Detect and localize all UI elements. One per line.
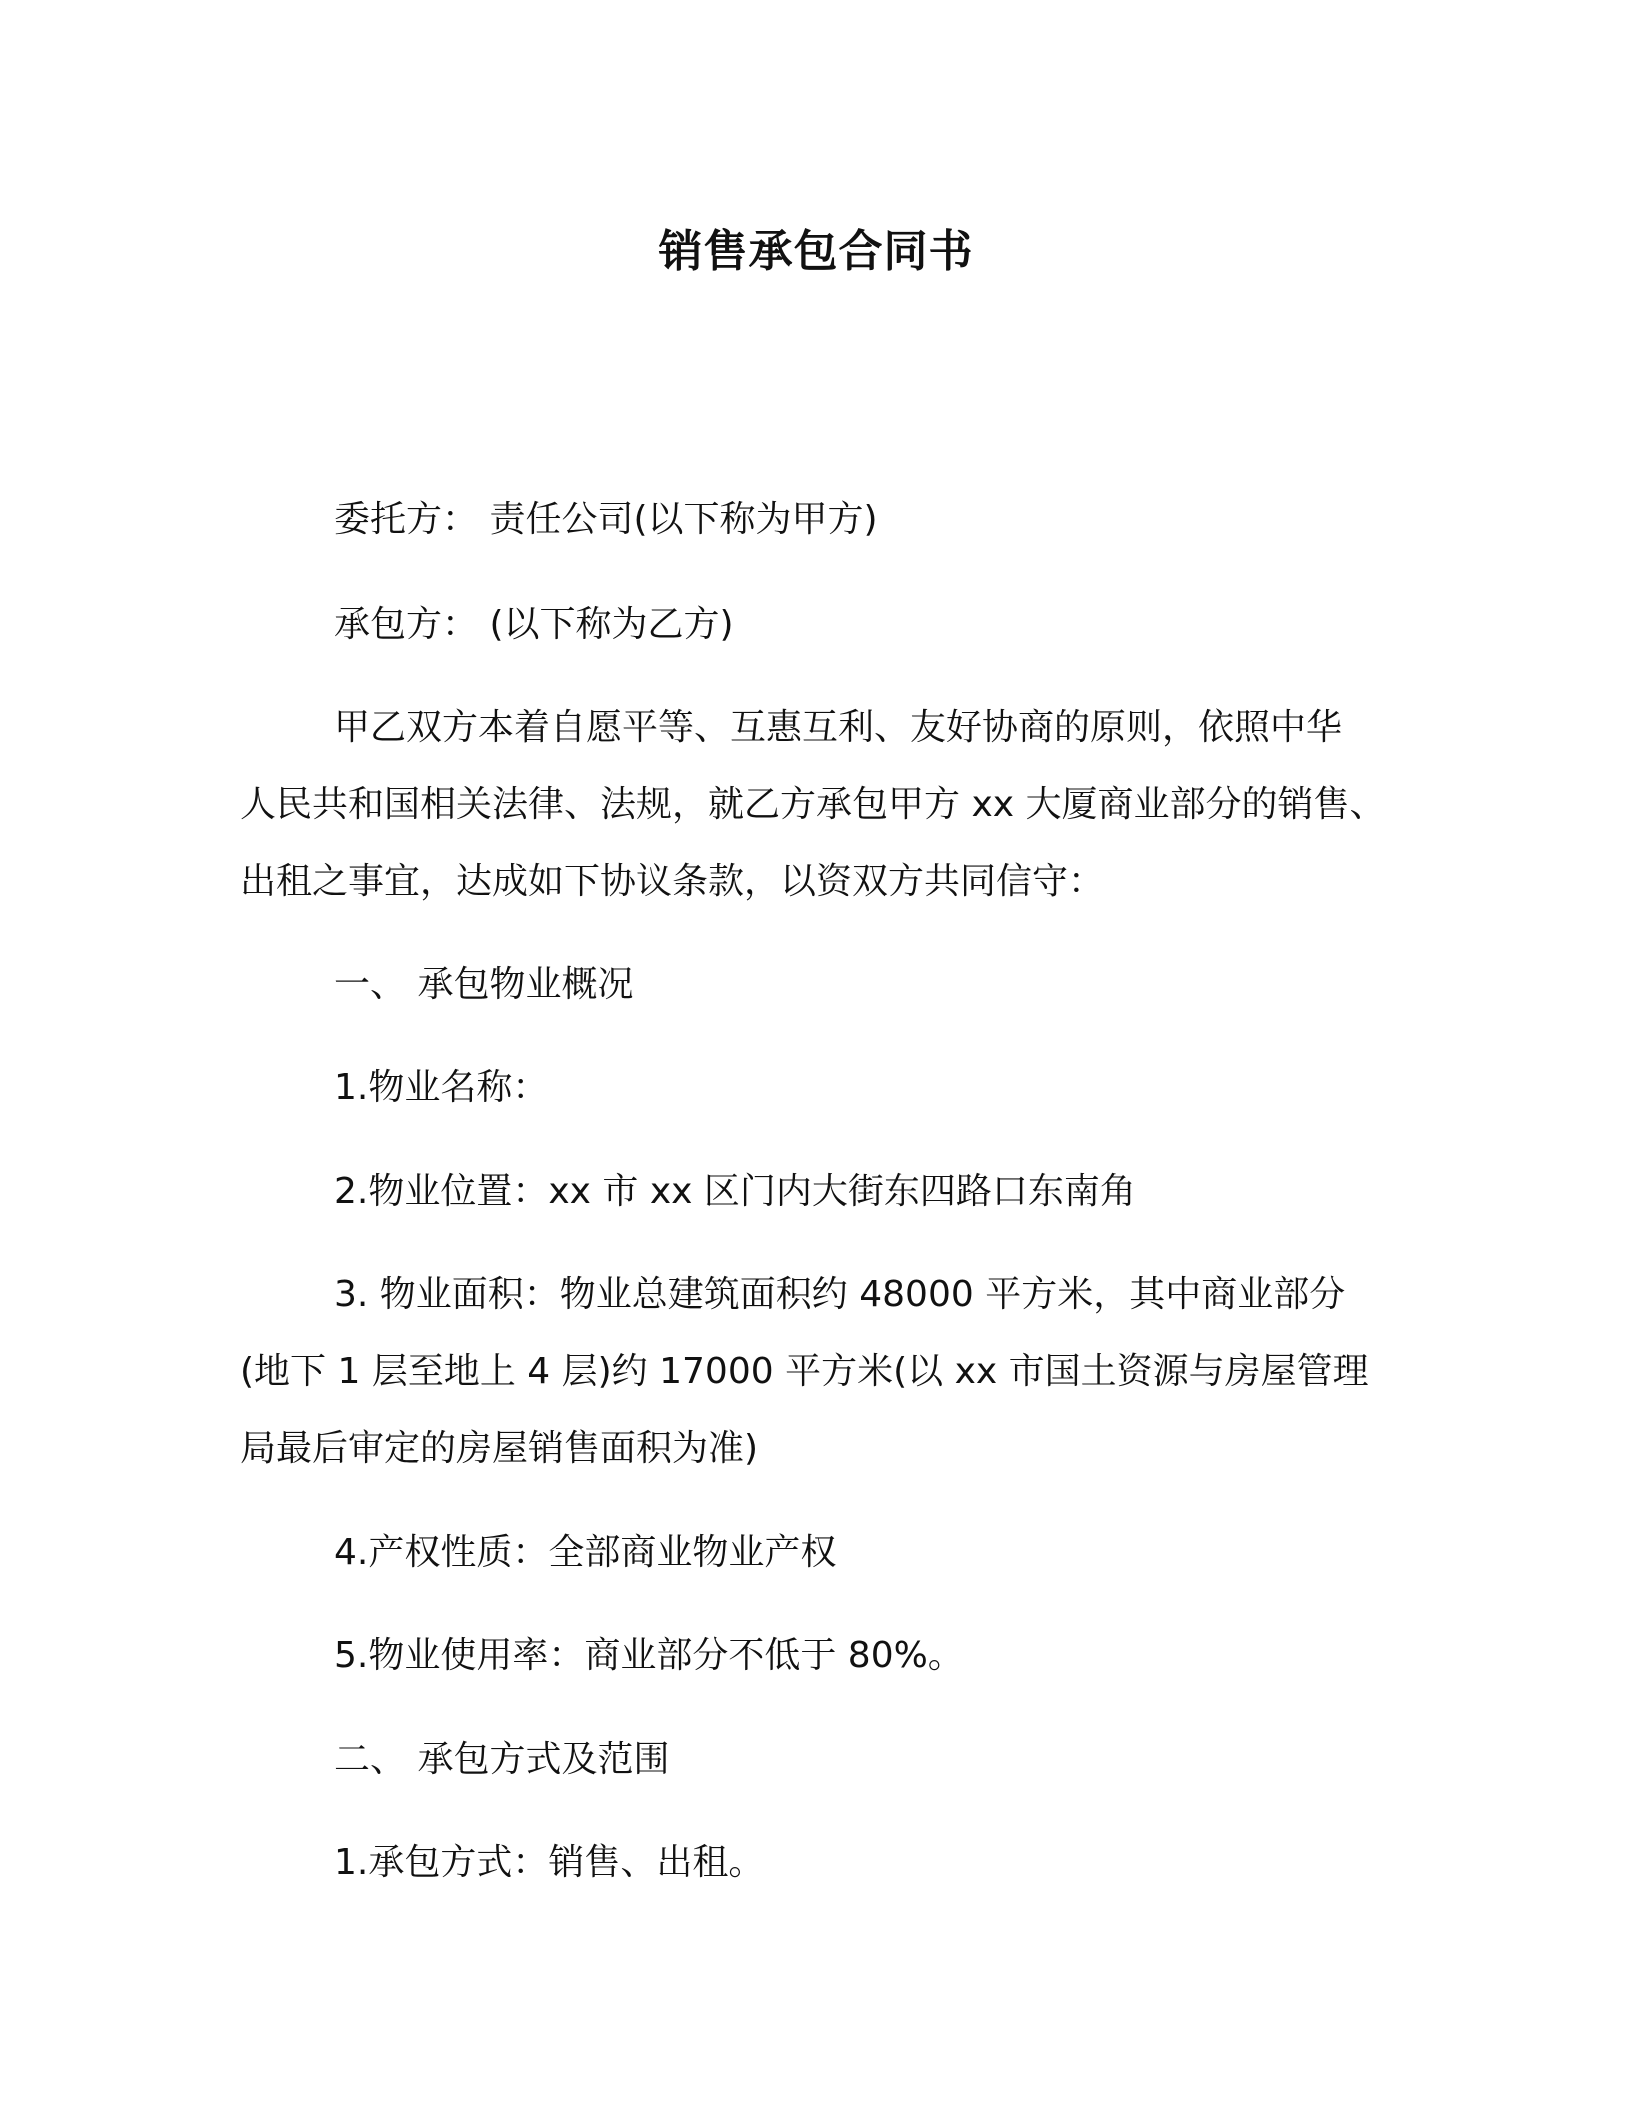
preamble-line-3: 出租之事宜，达成如下协议条款，以资双方共同信守： — [240, 861, 1105, 902]
contractor-party-line: 承包方： (以下称为乙方) — [334, 604, 734, 645]
property-area-line-3: 局最后审定的房屋销售面积为准) — [240, 1428, 759, 1469]
document-title: 销售承包合同书 — [658, 226, 974, 277]
section-1-heading: 一、 承包物业概况 — [334, 964, 634, 1005]
contract-method-line: 1.承包方式：销售、出租。 — [334, 1842, 765, 1883]
section-2-heading: 二、 承包方式及范围 — [334, 1739, 670, 1780]
property-location-line: 2.物业位置：xx 市 xx 区门内大街东四路口东南角 — [334, 1171, 1136, 1212]
property-name-line: 1.物业名称： — [334, 1067, 549, 1108]
preamble-line-1: 甲乙双方本着自愿平等、互惠互利、友好协商的原则，依照中华 — [334, 707, 1343, 748]
property-rights-line: 4.产权性质：全部商业物业产权 — [334, 1532, 837, 1573]
preamble-line-2: 人民共和国相关法律、法规，就乙方承包甲方 xx 大厦商业部分的销售、 — [240, 784, 1386, 825]
property-area-line-1: 3. 物业面积：物业总建筑面积约 48000 平方米，其中商业部分 — [334, 1274, 1346, 1315]
usage-rate-line: 5.物业使用率：商业部分不低于 80%。 — [334, 1635, 964, 1676]
client-party-line: 委托方： 责任公司(以下称为甲方) — [334, 499, 878, 540]
property-area-line-2: (地下 1 层至地上 4 层)约 17000 平方米(以 xx 市国土资源与房屋管理 — [240, 1351, 1369, 1392]
